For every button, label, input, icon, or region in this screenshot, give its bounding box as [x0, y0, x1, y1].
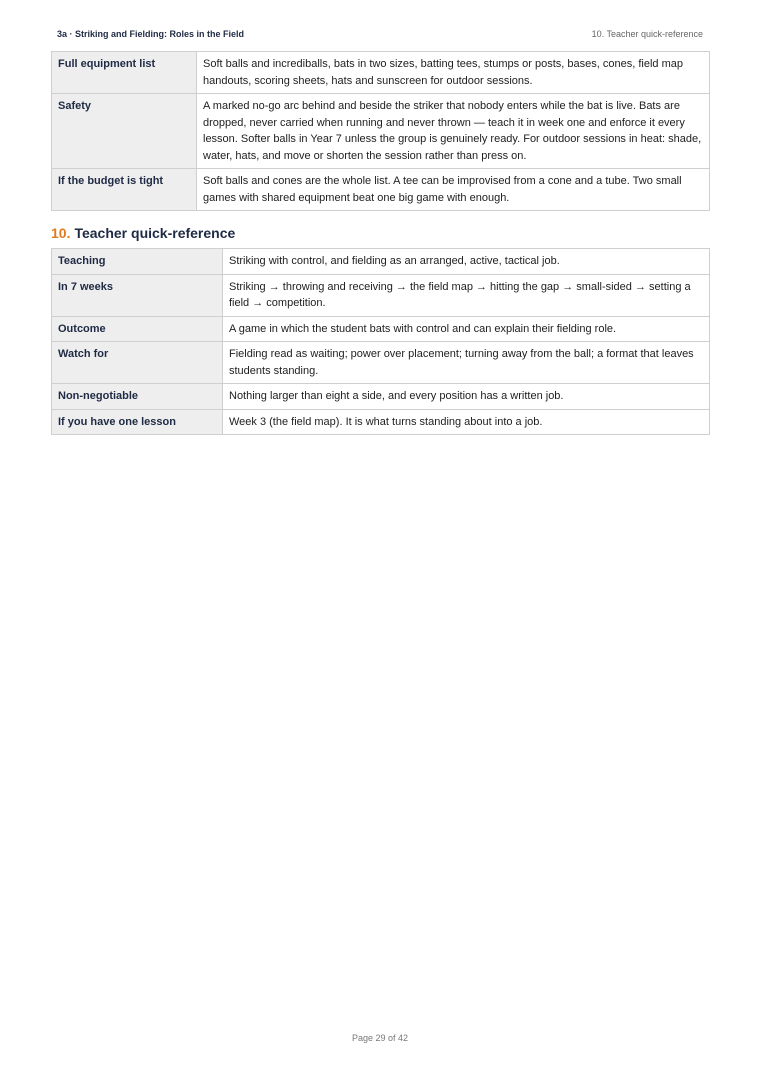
- section-reference: 10. Teacher quick-reference: [591, 29, 703, 39]
- row-value-non-negotiable: Nothing larger than eight a side, and every position has a written job.: [223, 384, 710, 410]
- row-value-budget: Soft balls and cones are the whole list. A tee can be improvised from a cone and a tube. Two small games with shared equipment beat one big game with enough.: [197, 169, 710, 211]
- row-label-equipment: Full equipment list: [52, 52, 197, 94]
- table-row: [52, 342, 710, 384]
- row-value-one-lesson: Week 3 (the field map). It is what turns standing about into a job.: [223, 409, 710, 435]
- table-row: [52, 409, 710, 435]
- row-label-outcome: Outcome: [52, 316, 223, 342]
- page-number: Page 29 of 42: [351, 1033, 409, 1043]
- row-value-outcome: A game in which the student bats with control and can explain their fielding role.: [223, 316, 710, 342]
- quick-reference-table: [51, 248, 710, 435]
- table-row: [52, 249, 710, 275]
- section-heading: [51, 224, 235, 242]
- table-row: [52, 384, 710, 410]
- row-value-safety: A marked no-go arc behind and beside the striker that nobody enters while the bat is live. Bats are dropped, never carried when running and never thrown — teach it in week one and enforce it every lesson. Softer balls in Year 7 unless the group is genuinely ready. For outdoor sessions in heat: shade, water, hats, and move or shorten the session rather than press on.: [197, 94, 710, 169]
- row-label-weeks: In 7 weeks: [52, 274, 223, 316]
- document-title: 3a · Striking and Fielding: Roles in the Field: [57, 29, 245, 39]
- row-label-teaching: Teaching: [52, 249, 223, 275]
- table-row: [52, 316, 710, 342]
- table-row: [52, 274, 710, 316]
- row-label-budget: If the budget is tight: [52, 169, 197, 211]
- row-label-safety: Safety: [52, 94, 197, 169]
- table-row: [52, 169, 710, 211]
- row-value-teaching: Striking with control, and fielding as an arranged, active, tactical job.: [223, 249, 710, 275]
- table-row: [52, 94, 710, 169]
- row-label-watch-for: Watch for: [52, 342, 223, 384]
- row-value-weeks: Striking → throwing and receiving → the field map → hitting the gap → small-sided → setting a field → competition.: [223, 274, 710, 316]
- equipment-safety-table: [51, 51, 710, 211]
- row-label-one-lesson: If you have one lesson: [52, 409, 223, 435]
- table-row: [52, 52, 710, 94]
- row-label-non-negotiable: Non-negotiable: [52, 384, 223, 410]
- section-title: Teacher quick-reference: [74, 225, 236, 241]
- row-value-watch-for: Fielding read as waiting; power over placement; turning away from the ball; a format that leaves students standing.: [223, 342, 710, 384]
- running-header: [57, 28, 703, 40]
- section-number: 10.: [51, 225, 71, 241]
- row-value-equipment: Soft balls and incrediballs, bats in two sizes, batting tees, stumps or posts, bases, cones, field map handouts, scoring sheets, hats and sunscreen for outdoor sessions.: [197, 52, 710, 94]
